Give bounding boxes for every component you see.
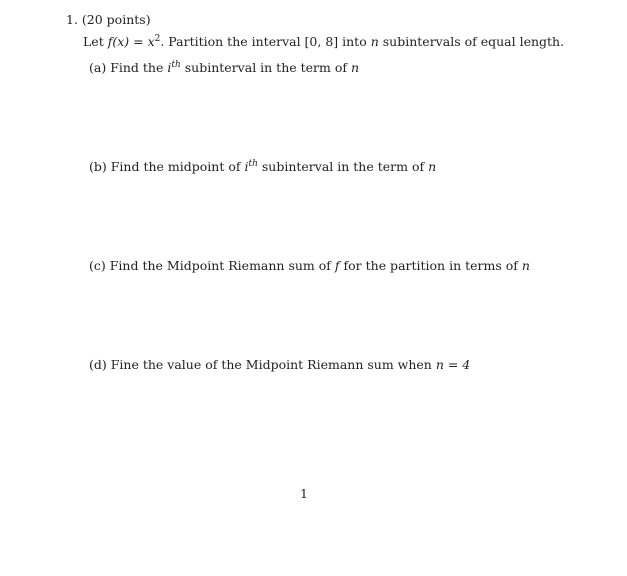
statement-text-1: . Partition the interval [0, 8] into <box>160 34 367 49</box>
part-c-pre: Find the Midpoint Riemann sum of <box>109 258 331 273</box>
part-d-pre: Fine the value of the Midpoint Riemann sum when <box>110 357 432 372</box>
part-b-n: n <box>428 159 437 174</box>
part-b-post: subinterval in the term of <box>261 159 425 174</box>
part-b-i: i <box>244 159 249 174</box>
statement-function: f(x) = x <box>107 34 155 49</box>
part-a-post: subinterval in the term of <box>184 60 348 75</box>
part-d <box>89 357 470 373</box>
part-b <box>89 159 436 177</box>
part-a <box>89 60 359 78</box>
part-c-post: for the partition in terms of <box>343 258 518 273</box>
part-a-th: th <box>171 60 181 70</box>
part-c-label: (c) <box>89 258 106 273</box>
part-d-label: (d) <box>89 357 107 372</box>
part-c-f: f <box>334 258 340 273</box>
statement-var-n: n <box>370 34 379 49</box>
statement-exponent: 2 <box>154 34 161 44</box>
problem-points: (20 points) <box>81 12 151 27</box>
problem-statement <box>83 34 564 52</box>
part-a-n: n <box>351 60 360 75</box>
part-b-th: th <box>248 159 258 169</box>
part-d-eq: n = 4 <box>435 357 471 372</box>
part-b-label: (b) <box>89 159 107 174</box>
part-a-i: i <box>167 60 172 75</box>
part-c <box>89 258 530 274</box>
statement-let: Let <box>83 34 104 49</box>
problem-header <box>66 12 151 28</box>
part-b-pre: Find the midpoint of <box>110 159 241 174</box>
page-number: 1 <box>300 486 308 501</box>
part-a-pre: Find the <box>110 60 164 75</box>
statement-text-2: subintervals of equal length. <box>382 34 565 49</box>
part-a-label: (a) <box>89 60 107 75</box>
problem-number: 1. <box>66 12 78 27</box>
part-c-n: n <box>521 258 530 273</box>
